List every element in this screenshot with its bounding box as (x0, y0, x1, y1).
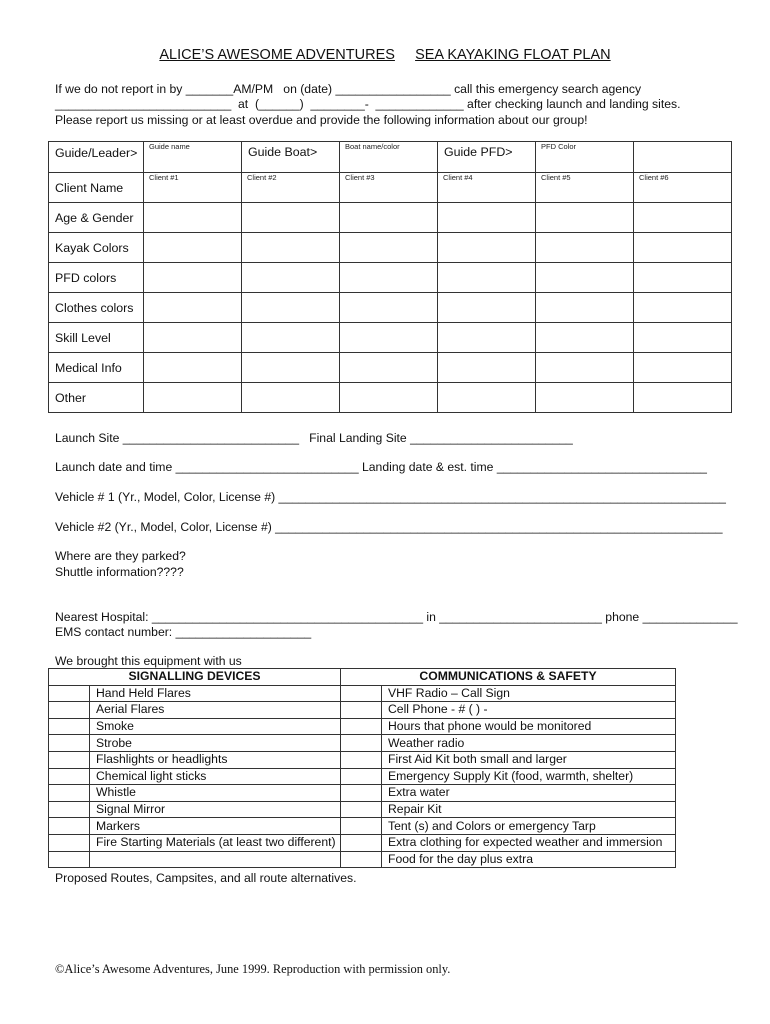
signalling-item: Whistle (90, 785, 341, 802)
parked-question: Where are they parked? (55, 549, 186, 563)
guide-boat-label-cell: Guide Boat> (242, 142, 340, 173)
comms-item: Tent (s) and Colors or emergency Tarp (382, 818, 676, 835)
table-row (49, 263, 732, 293)
title-left: ALICE’S AWESOME ADVENTURES (159, 47, 395, 63)
table-row (49, 383, 732, 413)
table-cell[interactable] (340, 233, 438, 263)
checkbox-cell[interactable] (341, 768, 382, 785)
checkbox-cell[interactable] (49, 818, 90, 835)
table-cell[interactable] (242, 323, 340, 353)
checkbox-cell[interactable] (341, 685, 382, 702)
comms-item: Food for the day plus extra (382, 851, 676, 868)
checkbox-cell[interactable] (49, 834, 90, 851)
guide-pfd-label-cell: Guide PFD> (438, 142, 536, 173)
table-cell[interactable] (536, 323, 634, 353)
signalling-header: SIGNALLING DEVICES (49, 669, 341, 686)
table-cell[interactable] (634, 353, 732, 383)
table-cell[interactable] (634, 293, 732, 323)
equipment-table (48, 668, 676, 868)
signalling-item: Strobe (90, 735, 341, 752)
checkbox-cell[interactable] (49, 735, 90, 752)
comms-item: VHF Radio – Call Sign (382, 685, 676, 702)
table-row (49, 851, 676, 868)
client-6-cell[interactable]: Client #6 (634, 173, 732, 203)
table-row (49, 785, 676, 802)
equipment-intro: We brought this equipment with us (55, 654, 242, 668)
table-cell[interactable] (438, 383, 536, 413)
table-row (49, 323, 732, 353)
checkbox-cell[interactable] (49, 718, 90, 735)
client-4-cell[interactable]: Client #4 (438, 173, 536, 203)
table-cell[interactable] (144, 383, 242, 413)
table-cell[interactable] (438, 353, 536, 383)
signalling-item: Hand Held Flares (90, 685, 341, 702)
row-label-medical-info: Medical Info (49, 353, 144, 383)
guide-extra-cell[interactable] (634, 142, 732, 173)
table-row (49, 768, 676, 785)
table-cell[interactable] (536, 293, 634, 323)
comms-item: Extra clothing for expected weather and immersion (382, 834, 676, 851)
client-5-cell[interactable]: Client #5 (536, 173, 634, 203)
table-row (49, 834, 676, 851)
table-row (49, 801, 676, 818)
table-row (49, 353, 732, 383)
hospital-line[interactable]: Nearest Hospital: ________________________________________ in ________________________ phone ______________ (55, 610, 738, 624)
table-cell[interactable] (438, 293, 536, 323)
table-cell[interactable] (242, 263, 340, 293)
comms-item: Extra water (382, 785, 676, 802)
client-2-cell[interactable]: Client #2 (242, 173, 340, 203)
signalling-item (90, 851, 341, 868)
table-cell[interactable] (340, 383, 438, 413)
intro-line-1: If we do not report in by _______AM/PM on (date) _________________ call this emergency search agency (55, 82, 642, 96)
client-name-label: Client Name (49, 173, 144, 203)
signalling-item: Smoke (90, 718, 341, 735)
table-cell[interactable] (634, 203, 732, 233)
signalling-item: Chemical light sticks (90, 768, 341, 785)
title-right: SEA KAYAKING FLOAT PLAN (415, 47, 611, 63)
boat-color-cell[interactable]: Boat name/color (340, 142, 438, 173)
table-row (49, 702, 676, 719)
signalling-item: Markers (90, 818, 341, 835)
launch-date-line[interactable]: Launch date and time ___________________________ Landing date & est. time _______________________________ (55, 460, 707, 474)
table-cell[interactable] (438, 323, 536, 353)
table-cell[interactable] (634, 263, 732, 293)
table-cell[interactable] (144, 203, 242, 233)
guide-row (49, 142, 732, 173)
row-label-skill-level: Skill Level (49, 323, 144, 353)
table-cell[interactable] (144, 293, 242, 323)
routes-prompt: Proposed Routes, Campsites, and all route alternatives. (55, 871, 357, 885)
checkbox-cell[interactable] (49, 768, 90, 785)
table-cell[interactable] (242, 203, 340, 233)
table-cell[interactable] (242, 353, 340, 383)
comms-item: Weather radio (382, 735, 676, 752)
checkbox-cell[interactable] (49, 851, 90, 868)
row-label-other: Other (49, 383, 144, 413)
table-cell[interactable] (536, 353, 634, 383)
checkbox-cell[interactable] (341, 834, 382, 851)
guide-name-cell[interactable]: Guide name (144, 142, 242, 173)
table-row (49, 751, 676, 768)
table-row (49, 293, 732, 323)
table-cell[interactable] (536, 203, 634, 233)
table-cell[interactable] (242, 383, 340, 413)
comms-item: First Aid Kit both small and larger (382, 751, 676, 768)
table-cell[interactable] (536, 383, 634, 413)
table-cell[interactable] (340, 203, 438, 233)
row-label-age-gender: Age & Gender (49, 203, 144, 233)
table-cell[interactable] (340, 353, 438, 383)
table-row (49, 718, 676, 735)
client-3-cell[interactable]: Client #3 (340, 173, 438, 203)
checkbox-cell[interactable] (341, 735, 382, 752)
table-cell[interactable] (340, 263, 438, 293)
signalling-item: Signal Mirror (90, 801, 341, 818)
intro-line-3: Please report us missing or at least overdue and provide the following information about our group! (55, 113, 588, 127)
comms-item: Cell Phone - # ( ) - (382, 702, 676, 719)
checkbox-cell[interactable] (49, 685, 90, 702)
table-cell[interactable] (242, 293, 340, 323)
comms-item: Repair Kit (382, 801, 676, 818)
table-cell[interactable] (144, 263, 242, 293)
comms-item: Hours that phone would be monitored (382, 718, 676, 735)
table-cell[interactable] (438, 203, 536, 233)
guide-leader-label: Guide/Leader> (49, 142, 144, 173)
checkbox-cell[interactable] (49, 751, 90, 768)
intro-line-2: __________________________ at (______) ________- _____________ after checking launch and landing sites. (55, 97, 681, 111)
table-cell[interactable] (634, 323, 732, 353)
checkbox-cell[interactable] (341, 818, 382, 835)
table-cell[interactable] (438, 263, 536, 293)
row-label-kayak-colors: Kayak Colors (49, 233, 144, 263)
signalling-item: Aerial Flares (90, 702, 341, 719)
table-row (49, 203, 732, 233)
table-cell[interactable] (536, 233, 634, 263)
table-row (49, 685, 676, 702)
table-cell[interactable] (242, 233, 340, 263)
comms-header: COMMUNICATIONS & SAFETY (341, 669, 676, 686)
ems-contact-line[interactable]: EMS contact number: ____________________ (55, 625, 312, 639)
table-row (49, 735, 676, 752)
equipment-header-row (49, 669, 676, 686)
client-name-row (49, 173, 732, 203)
launch-site-line[interactable]: Launch Site __________________________ Final Landing Site ________________________ (55, 431, 573, 445)
checkbox-cell[interactable] (341, 751, 382, 768)
client-1-cell[interactable]: Client #1 (144, 173, 242, 203)
checkbox-cell[interactable] (341, 718, 382, 735)
checkbox-cell[interactable] (49, 801, 90, 818)
table-row (49, 233, 732, 263)
checkbox-cell[interactable] (49, 785, 90, 802)
table-cell[interactable] (634, 383, 732, 413)
shuttle-info: Shuttle information???? (55, 565, 184, 579)
table-cell[interactable] (144, 353, 242, 383)
group-info-table (48, 141, 732, 413)
page-title (0, 47, 770, 63)
table-cell[interactable] (340, 293, 438, 323)
table-cell[interactable] (634, 233, 732, 263)
copyright-footer: ©Alice’s Awesome Adventures, June 1999. Reproduction with permission only. (55, 962, 451, 976)
vehicle-1-line[interactable]: Vehicle # 1 (Yr., Model, Color, License #) __________________________________________________________________ (55, 490, 726, 504)
comms-item: Emergency Supply Kit (food, warmth, shelter) (382, 768, 676, 785)
checkbox-cell[interactable] (341, 851, 382, 868)
table-cell[interactable] (144, 233, 242, 263)
checkbox-cell[interactable] (341, 785, 382, 802)
checkbox-cell[interactable] (341, 702, 382, 719)
signalling-item: Flashlights or headlights (90, 751, 341, 768)
table-row (49, 818, 676, 835)
table-cell[interactable] (438, 233, 536, 263)
signalling-item: Fire Starting Materials (at least two different) (90, 834, 341, 851)
row-label-pfd-colors: PFD colors (49, 263, 144, 293)
pfd-color-cell[interactable]: PFD Color (536, 142, 634, 173)
checkbox-cell[interactable] (341, 801, 382, 818)
checkbox-cell[interactable] (49, 702, 90, 719)
table-cell[interactable] (536, 263, 634, 293)
table-cell[interactable] (340, 323, 438, 353)
row-label-clothes-colors: Clothes colors (49, 293, 144, 323)
vehicle-2-line[interactable]: Vehicle #2 (Yr., Model, Color, License #) __________________________________________________________________ (55, 520, 723, 534)
table-cell[interactable] (144, 323, 242, 353)
